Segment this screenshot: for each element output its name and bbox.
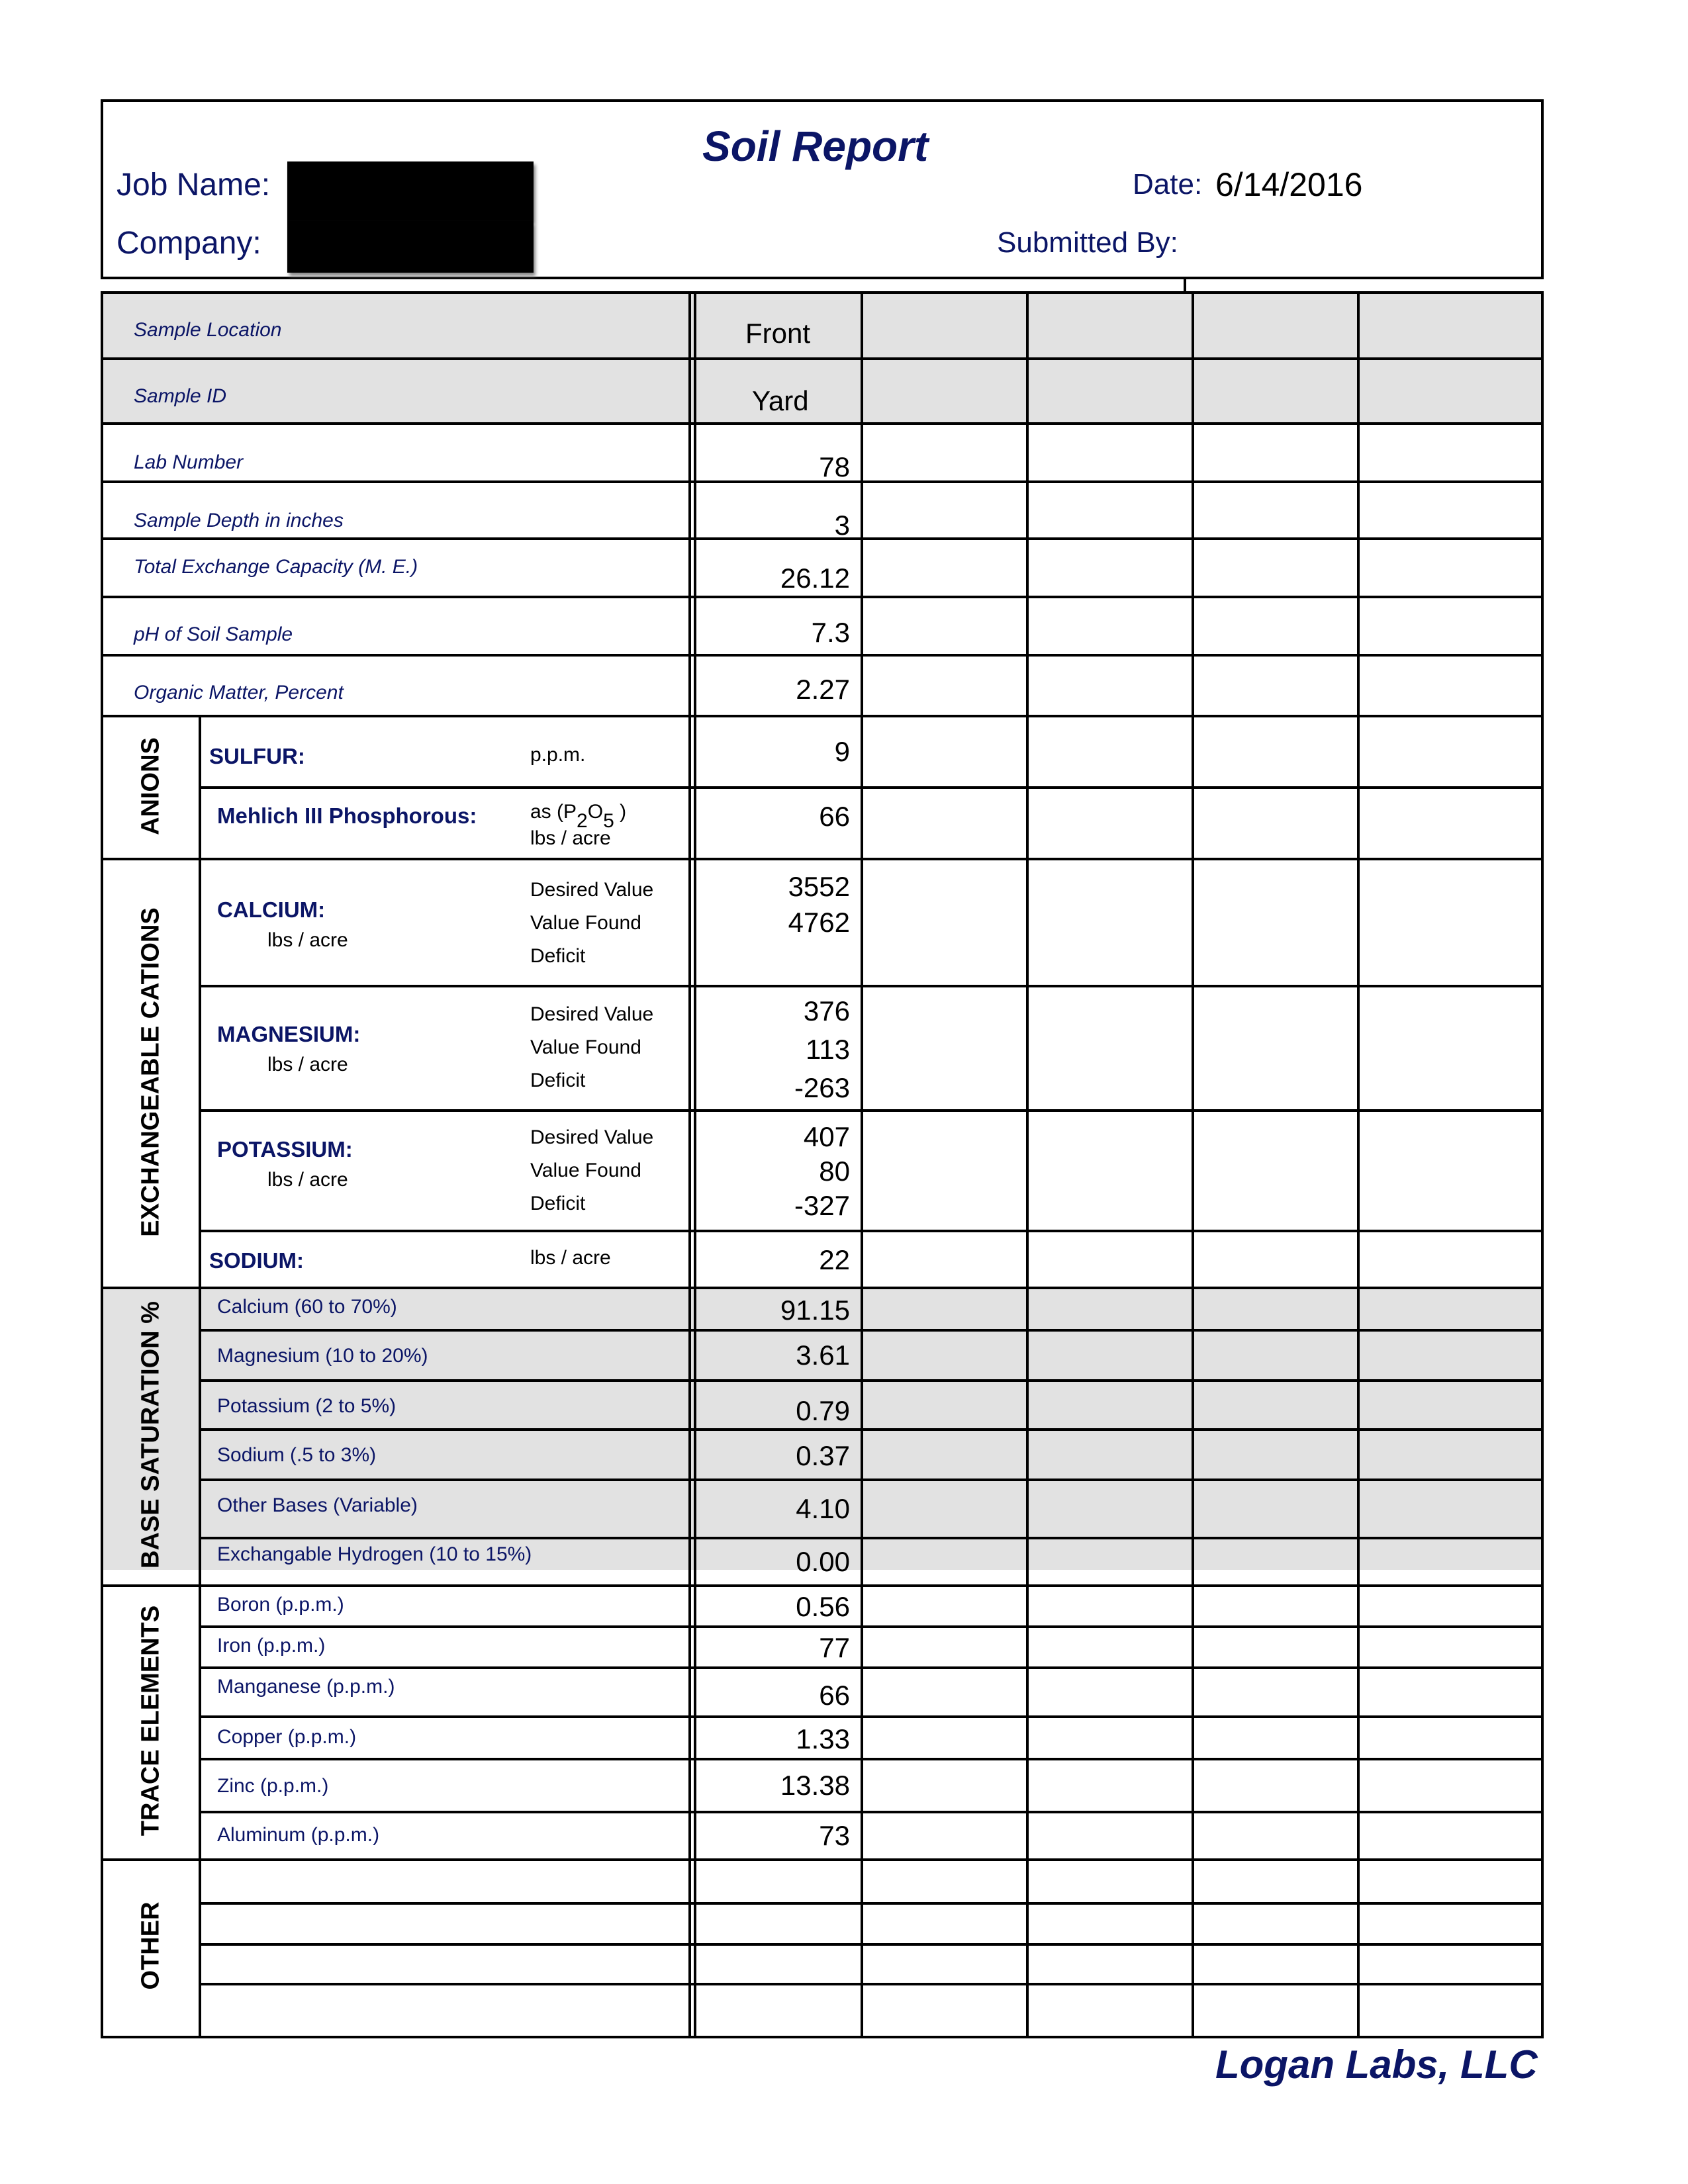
row-divider bbox=[103, 422, 1541, 425]
trace-value: 73 bbox=[819, 1820, 850, 1851]
unit-part: O bbox=[587, 801, 604, 823]
row-divider bbox=[200, 1230, 1541, 1232]
sample-location-label: Sample Location bbox=[134, 319, 282, 341]
organic-matter-label: Organic Matter, Percent bbox=[134, 682, 344, 704]
redacted-company bbox=[287, 221, 534, 273]
calcium-found-label: Value Found bbox=[530, 912, 641, 934]
trace-label: Boron (p.p.m.) bbox=[217, 1594, 344, 1615]
magnesium-found-label: Value Found bbox=[530, 1036, 641, 1058]
sample-id-label: Sample ID bbox=[134, 385, 227, 407]
row-divider bbox=[200, 1537, 1541, 1539]
report-title: Soil Report bbox=[702, 122, 929, 170]
section-other-label: OTHER bbox=[136, 1901, 165, 1990]
row-divider bbox=[103, 715, 1541, 717]
sample-id-value: Yard bbox=[752, 385, 809, 416]
column-divider bbox=[861, 294, 863, 2036]
phosphorous-unit bbox=[530, 801, 627, 832]
row-divider bbox=[200, 1329, 1541, 1332]
base-sat-value: 0.37 bbox=[796, 1440, 850, 1471]
row-divider bbox=[200, 1109, 1541, 1112]
phosphorous-value: 66 bbox=[819, 801, 850, 832]
sulfur-label: SULFUR: bbox=[209, 744, 305, 768]
row-divider bbox=[200, 1479, 1541, 1481]
potassium-unit: lbs / acre bbox=[267, 1169, 348, 1191]
lab-number-label: Lab Number bbox=[134, 451, 244, 473]
trace-value: 66 bbox=[819, 1680, 850, 1711]
row-divider bbox=[200, 1715, 1541, 1718]
potassium-found-label: Value Found bbox=[530, 1160, 641, 1181]
potassium-desired-value: 407 bbox=[803, 1121, 850, 1152]
sodium-unit: lbs / acre bbox=[530, 1247, 611, 1269]
trace-value: 1.33 bbox=[796, 1723, 850, 1754]
trace-label: Iron (p.p.m.) bbox=[217, 1635, 326, 1657]
row-divider bbox=[200, 985, 1541, 987]
section-divider bbox=[199, 715, 201, 2036]
tec-label: Total Exchange Capacity (M. E.) bbox=[134, 556, 418, 578]
base-sat-value: 0.00 bbox=[796, 1546, 850, 1577]
trace-label: Manganese (p.p.m.) bbox=[217, 1676, 395, 1698]
tec-value: 26.12 bbox=[780, 563, 850, 594]
row-divider bbox=[200, 1983, 1541, 1985]
unit-part: ) bbox=[614, 801, 627, 823]
job-name-label: Job Name: bbox=[117, 167, 271, 203]
sample-depth-label: Sample Depth in inches bbox=[134, 510, 344, 531]
trace-label: Zinc (p.p.m.) bbox=[217, 1775, 329, 1797]
potassium-found-value: 80 bbox=[819, 1156, 850, 1187]
row-divider bbox=[200, 1666, 1541, 1669]
calcium-unit: lbs / acre bbox=[267, 929, 348, 951]
sample-depth-value: 3 bbox=[834, 510, 850, 541]
sulfur-unit: p.p.m. bbox=[530, 744, 586, 766]
ph-value: 7.3 bbox=[811, 617, 850, 648]
magnesium-desired-label: Desired Value bbox=[530, 1003, 654, 1025]
row-divider bbox=[103, 858, 1541, 860]
section-base-saturation-label: BASE SATURATION % bbox=[136, 1301, 165, 1569]
base-sat-label: Calcium (60 to 70%) bbox=[217, 1296, 397, 1318]
sample-location-value: Front bbox=[745, 318, 811, 349]
base-sat-value: 3.61 bbox=[796, 1340, 850, 1371]
potassium-desired-label: Desired Value bbox=[530, 1126, 654, 1148]
potassium-deficit-value: -327 bbox=[794, 1190, 850, 1221]
magnesium-deficit-value: -263 bbox=[794, 1072, 850, 1103]
row-divider bbox=[200, 1758, 1541, 1760]
potassium-deficit-label: Deficit bbox=[530, 1193, 586, 1214]
sulfur-value: 9 bbox=[834, 736, 850, 767]
column-divider bbox=[1357, 294, 1360, 2036]
magnesium-deficit-label: Deficit bbox=[530, 1069, 586, 1091]
company-label: Company: bbox=[117, 226, 261, 261]
magnesium-desired-value: 376 bbox=[803, 995, 850, 1026]
submitted-by-label: Submitted By: bbox=[997, 226, 1178, 259]
row-divider bbox=[200, 1379, 1541, 1382]
row-divider bbox=[103, 1858, 1541, 1861]
trace-label: Copper (p.p.m.) bbox=[217, 1726, 357, 1748]
magnesium-found-value: 113 bbox=[806, 1034, 850, 1065]
sodium-value: 22 bbox=[819, 1244, 850, 1275]
magnesium-unit: lbs / acre bbox=[267, 1054, 348, 1075]
date-value: 6/14/2016 bbox=[1215, 166, 1363, 203]
calcium-desired-value: 3552 bbox=[788, 871, 850, 902]
calcium-label: CALCIUM: bbox=[217, 897, 326, 922]
base-sat-label: Potassium (2 to 5%) bbox=[217, 1395, 397, 1417]
base-sat-label: Magnesium (10 to 20%) bbox=[217, 1345, 428, 1367]
sodium-label: SODIUM: bbox=[209, 1248, 304, 1273]
trace-value: 13.38 bbox=[780, 1770, 850, 1801]
row-divider bbox=[200, 1811, 1541, 1813]
trace-value: 77 bbox=[819, 1632, 850, 1663]
potassium-label: POTASSIUM: bbox=[217, 1137, 353, 1161]
row-divider bbox=[103, 357, 1541, 360]
lab-number-value: 78 bbox=[819, 451, 850, 482]
section-cations-label: EXCHANGEABLE CATIONS bbox=[136, 907, 165, 1237]
trace-label: Aluminum (p.p.m.) bbox=[217, 1824, 380, 1846]
section-trace-label: TRACE ELEMENTS bbox=[136, 1605, 165, 1837]
calcium-found-value: 4762 bbox=[788, 907, 850, 938]
base-sat-value: 91.15 bbox=[780, 1295, 850, 1326]
row-divider bbox=[200, 786, 1541, 789]
calcium-desired-label: Desired Value bbox=[530, 879, 654, 901]
row-divider bbox=[200, 1943, 1541, 1946]
report-header bbox=[101, 99, 1544, 279]
calcium-deficit-label: Deficit bbox=[530, 945, 586, 967]
base-sat-label: Other Bases (Variable) bbox=[217, 1494, 418, 1516]
row-divider bbox=[200, 1428, 1541, 1431]
column-divider bbox=[1192, 294, 1194, 2036]
base-sat-label: Exchangable Hydrogen (10 to 15%) bbox=[217, 1543, 532, 1565]
magnesium-label: MAGNESIUM: bbox=[217, 1022, 361, 1046]
organic-matter-value: 2.27 bbox=[796, 674, 850, 705]
trace-value: 0.56 bbox=[796, 1591, 850, 1622]
row-divider bbox=[103, 1287, 1541, 1289]
company-footer: Logan Labs, LLC bbox=[1215, 2042, 1538, 2087]
soil-report-table bbox=[101, 291, 1544, 2038]
unit-subscript: 2 bbox=[577, 810, 588, 832]
phosphorous-unit2: lbs / acre bbox=[530, 827, 611, 849]
ph-label: pH of Soil Sample bbox=[134, 623, 293, 645]
base-sat-value: 4.10 bbox=[796, 1493, 850, 1524]
row-divider bbox=[103, 596, 1541, 598]
row-divider bbox=[200, 1902, 1541, 1905]
row-divider bbox=[103, 1584, 1541, 1587]
redacted-job-name bbox=[287, 161, 534, 221]
date-label: Date: bbox=[1133, 168, 1203, 201]
section-anions-label: ANIONS bbox=[136, 737, 165, 835]
row-divider bbox=[200, 1625, 1541, 1628]
base-sat-label: Sodium (.5 to 3%) bbox=[217, 1444, 377, 1466]
column-divider bbox=[1026, 294, 1029, 2036]
row-divider bbox=[103, 654, 1541, 657]
base-sat-value: 0.79 bbox=[796, 1395, 850, 1426]
phosphorous-label: Mehlich III Phosphorous: bbox=[217, 803, 477, 828]
unit-part: as (P bbox=[530, 801, 577, 823]
unit-subscript: 5 bbox=[603, 810, 614, 832]
